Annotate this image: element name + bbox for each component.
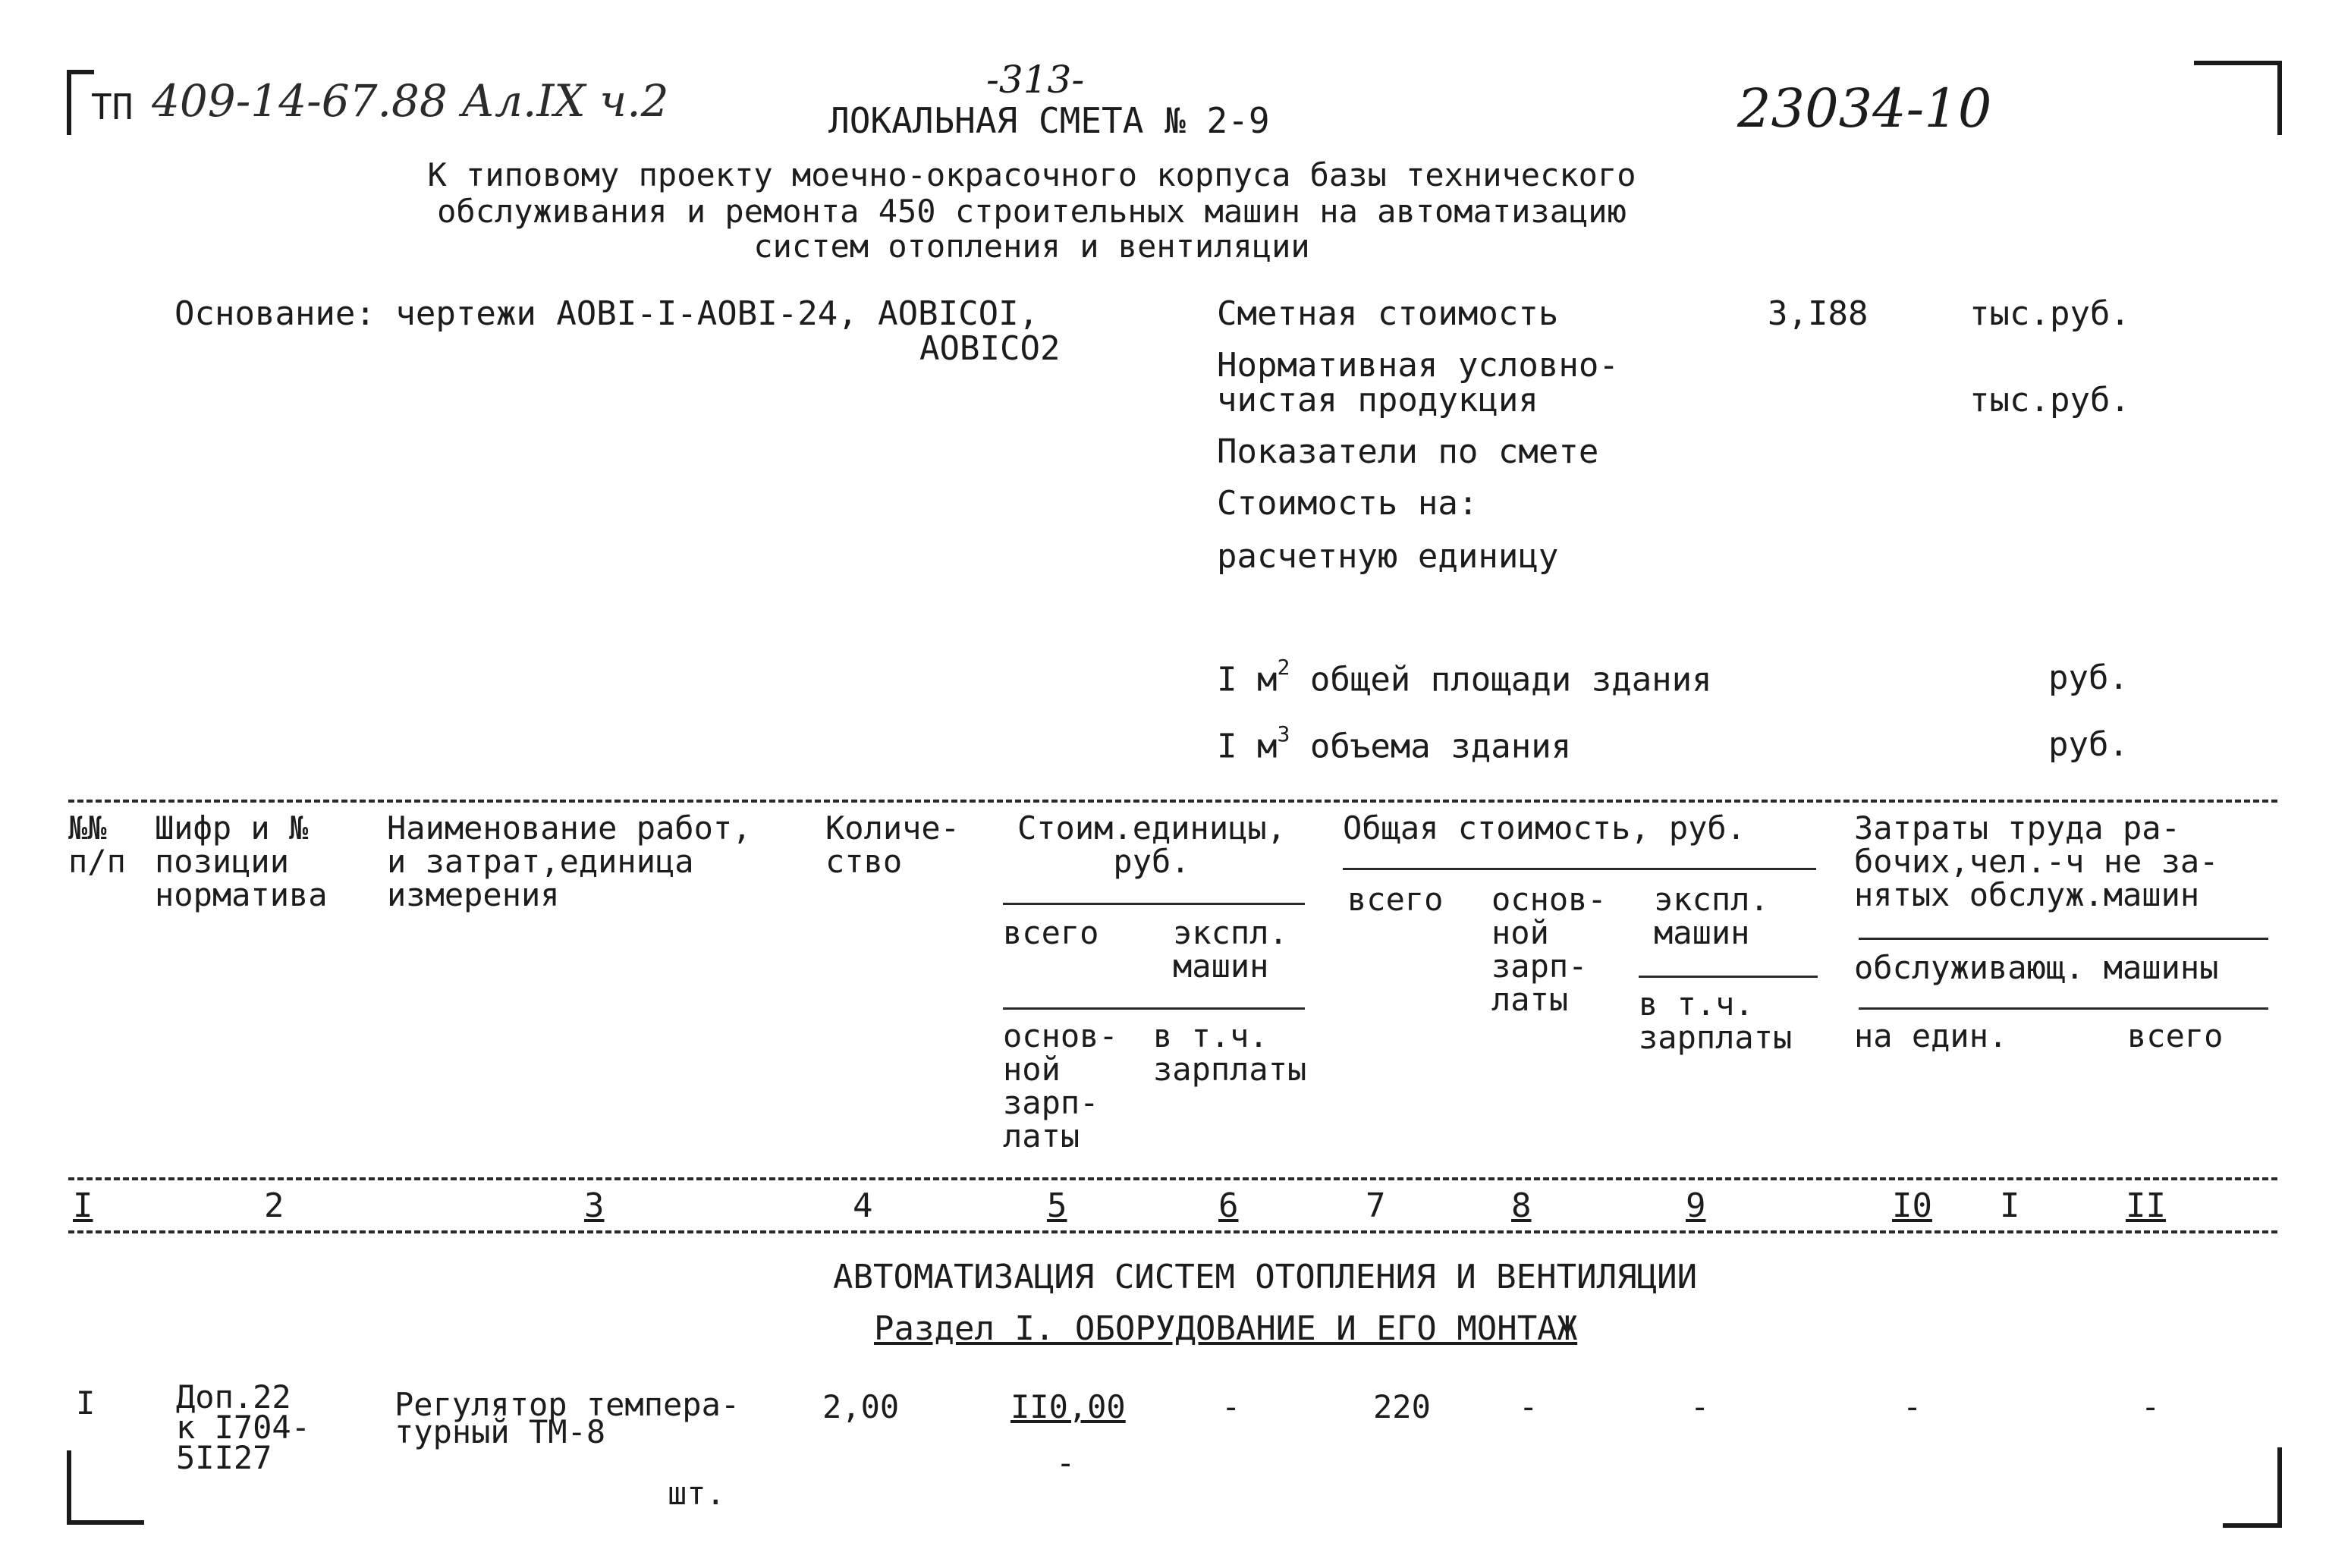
total-cost-rule bbox=[1343, 868, 1816, 870]
volume-prefix: I м bbox=[1217, 727, 1278, 766]
col-number-4: 4 bbox=[853, 1186, 873, 1225]
col-number-8: 8 bbox=[1511, 1186, 1532, 1225]
col-header-name: Наименование работ, и затрат,единица измерения bbox=[387, 809, 752, 913]
row-1-unit-salary: - bbox=[1056, 1444, 1076, 1482]
row-1-labor-unit: - bbox=[1903, 1388, 1922, 1425]
table-header-bottom-rule bbox=[68, 1177, 2277, 1180]
col-number-1: I bbox=[73, 1186, 93, 1225]
col-header-unit-incl-salary: в т.ч. зарплаты bbox=[1153, 1017, 1307, 1088]
unit-cost-rule bbox=[1003, 903, 1305, 905]
doc-code-handwritten: 409-14-67.88 Ал.IX ч.2 bbox=[152, 75, 669, 127]
subtitle-line-1: К типовому проекту моечно-окрасочного корпуса базы технического bbox=[427, 156, 1636, 193]
col-header-code: Шифр и № позиции норматива bbox=[155, 809, 328, 913]
estimated-cost-unit: тыс.руб. bbox=[1969, 294, 2130, 333]
corner-mark-bottom-right bbox=[2223, 1447, 2282, 1528]
col-header-labor: Затраты труда ра- бочих,чел.-ч не за- нятых обслуж.машин bbox=[1854, 809, 2219, 913]
subtitle-line-3: систем отопления и вентиляции bbox=[753, 228, 1310, 265]
section-title: АВТОМАТИЗАЦИЯ СИСТЕМ ОТОПЛЕНИЯ И ВЕНТИЛЯЦИИ bbox=[833, 1258, 1698, 1296]
col-number-11a: I bbox=[2000, 1186, 2020, 1225]
row-1-total-salary: - bbox=[1519, 1388, 1539, 1425]
normative-label-1: Нормативная условно- bbox=[1217, 346, 1619, 385]
col-header-total-all: всего bbox=[1347, 881, 1444, 918]
col-number-10: I0 bbox=[1892, 1186, 1932, 1225]
row-1-code: Доп.22 к I704- 5II27 bbox=[176, 1378, 311, 1476]
col-number-9: 9 bbox=[1686, 1186, 1706, 1225]
inventory-number: 23034-10 bbox=[1737, 77, 1992, 140]
col-header-num: №№ п/п bbox=[68, 809, 126, 880]
row-1-total: 220 bbox=[1373, 1388, 1431, 1425]
corner-mark-top-left bbox=[67, 70, 94, 135]
area-superscript: 2 bbox=[1277, 655, 1290, 680]
labor-rule bbox=[1859, 938, 2268, 940]
area-label: общей площади здания bbox=[1309, 660, 1712, 699]
area-prefix: I м bbox=[1217, 660, 1278, 699]
corner-mark-bottom-left bbox=[67, 1450, 144, 1525]
table-top-rule bbox=[68, 800, 2277, 803]
basis-label: Основание: чертежи АОВI-I-АОВI-24, АОВIСОI, bbox=[174, 294, 1039, 333]
page-number: -313- bbox=[986, 58, 1085, 102]
volume-unit: руб. bbox=[2048, 725, 2129, 764]
col-number-3: 3 bbox=[584, 1186, 605, 1225]
labor-rule-2 bbox=[1859, 1007, 2268, 1010]
total-machines-rule bbox=[1639, 976, 1818, 978]
column-numbers-rule bbox=[68, 1230, 2277, 1233]
col-header-qty: Количе- ство bbox=[825, 809, 960, 880]
row-1-qty: 2,00 bbox=[822, 1388, 900, 1425]
col-header-labor-per-unit: на един. bbox=[1854, 1017, 2008, 1054]
estimated-cost-label: Сметная стоимость bbox=[1217, 294, 1559, 333]
col-number-5: 5 bbox=[1047, 1186, 1067, 1225]
area-indicator bbox=[1217, 655, 1712, 699]
col-header-unit-salary: основ- ной зарп- латы bbox=[1003, 1017, 1118, 1155]
indicators-label: Показатели по смете bbox=[1217, 432, 1599, 471]
col-number-6: 6 bbox=[1218, 1186, 1239, 1225]
estimated-cost-value: 3,I88 bbox=[1768, 294, 1869, 333]
estimate-title: ЛОКАЛЬНАЯ СМЕТА № 2-9 bbox=[828, 100, 1270, 141]
col-header-unit-cost: Стоим.единицы, руб. bbox=[1017, 809, 1286, 880]
area-unit: руб. bbox=[2048, 658, 2129, 697]
col-header-labor-service: обслуживающ. машины bbox=[1854, 949, 2219, 986]
col-header-total-incl-salary: в т.ч. зарплаты bbox=[1639, 985, 1793, 1056]
cost-per-label: Стоимость на: bbox=[1217, 484, 1479, 523]
row-1-unit: шт. bbox=[668, 1475, 725, 1512]
row-1-unit-total: II0,00 bbox=[1010, 1388, 1126, 1425]
normative-unit: тыс.руб. bbox=[1969, 381, 2130, 419]
col-header-unit-total: всего bbox=[1003, 914, 1099, 951]
col-header-total-machines: экспл. машин bbox=[1654, 881, 1769, 951]
col-header-unit-machines: экспл. машин bbox=[1173, 914, 1288, 985]
subtitle-line-2: обслуживания и ремонта 450 строительных машин на автоматизацию bbox=[437, 193, 1627, 230]
col-number-11: II bbox=[2126, 1186, 2166, 1225]
row-1-unit-machines: - bbox=[1221, 1388, 1241, 1425]
section-subtitle: Раздел I. ОБОРУДОВАНИЕ И ЕГО МОНТАЖ bbox=[874, 1309, 1578, 1348]
row-1-name: Регулятор темпера- турный ТМ-8 bbox=[394, 1386, 740, 1450]
unit-cost-rule-2 bbox=[1003, 1007, 1305, 1010]
col-header-labor-total: всего bbox=[2127, 1017, 2224, 1054]
volume-indicator bbox=[1217, 721, 1572, 766]
col-number-7: 7 bbox=[1366, 1186, 1386, 1225]
basis-continuation: АОВIСО2 bbox=[919, 329, 1061, 368]
col-header-total-salary: основ- ной зарп- латы bbox=[1491, 881, 1607, 1018]
row-1-labor-total: - bbox=[2141, 1388, 2161, 1425]
calc-unit-label: расчетную единицу bbox=[1217, 537, 1559, 576]
volume-label: объема здания bbox=[1309, 727, 1572, 766]
corner-mark-top-right bbox=[2194, 61, 2282, 135]
normative-label-2: чистая продукция bbox=[1217, 381, 1539, 419]
col-header-total-cost: Общая стоимость, руб. bbox=[1343, 809, 1746, 847]
row-1-num: I bbox=[76, 1384, 96, 1422]
row-1-total-machines: - bbox=[1690, 1388, 1710, 1425]
col-number-2: 2 bbox=[264, 1186, 284, 1225]
volume-superscript: 3 bbox=[1277, 721, 1290, 746]
doc-code-printed: ТП bbox=[91, 86, 134, 127]
